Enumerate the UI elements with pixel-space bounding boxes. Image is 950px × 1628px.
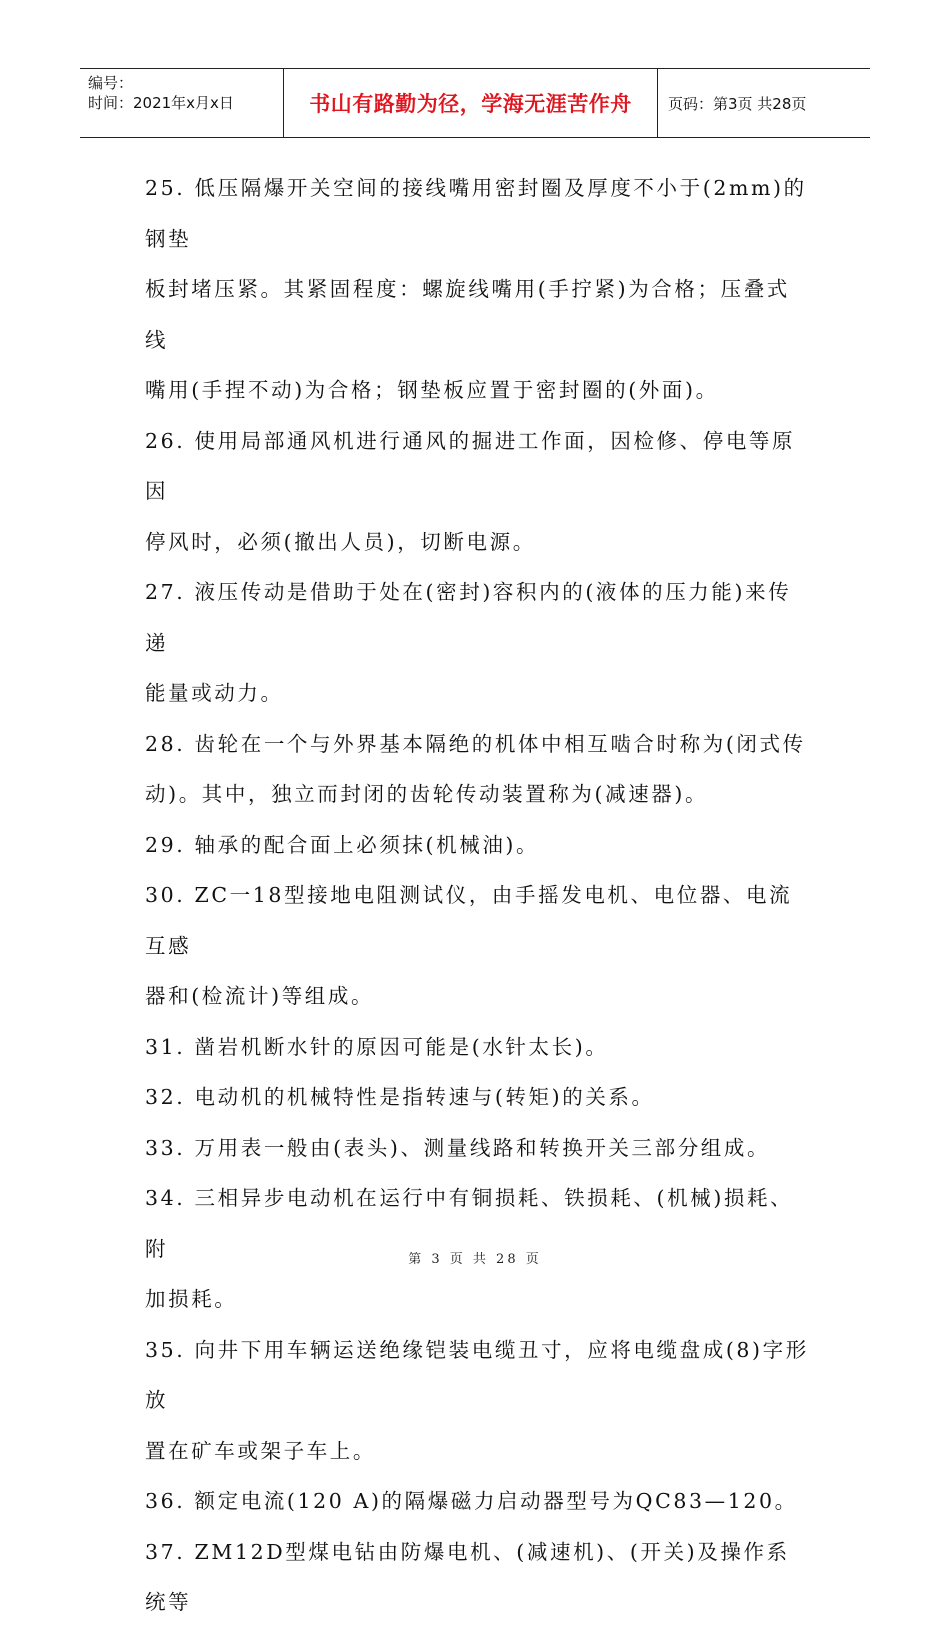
- text-line: 36. 额定电流(120 A)的隔爆磁力启动器型号为QC83—120。: [145, 1489, 798, 1513]
- text-line: 26. 使用局部通风机进行通风的掘进工作面，因检修、停电等原因: [145, 428, 796, 503]
- header-page-cell: [658, 69, 870, 137]
- document-body: [145, 163, 810, 1628]
- text-line: 37. ZM12D型煤电钻由防爆电机、(减速机)、(开关)及操作系统等: [145, 1539, 790, 1614]
- text-line: 34. 三相异步电动机在运行中有铜损耗、铁损耗、(机械)损耗、附: [145, 1186, 794, 1261]
- text-line: 35. 向井下用车辆运送绝缘铠装电缆丑寸，应将电缆盘成(8)字形放: [145, 1337, 809, 1412]
- text-line: 停风时，必须(撤出人员)，切断电源。: [145, 529, 536, 554]
- text-line: 27. 液压传动是借助于处在(密封)容积内的(液体的压力能)来传递: [145, 580, 792, 655]
- number-label: 编号：: [88, 74, 134, 92]
- header-meta: [80, 69, 283, 137]
- text-line: 33. 万用表一般由(表头)、测量线路和转换开关三部分组成。: [145, 1135, 771, 1160]
- text-line: 嘴用(手捏不动)为合格；钢垫板应置于密封圈的(外面)。: [145, 378, 719, 402]
- header-motto-cell: [283, 69, 658, 137]
- text-line: 能量或动力。: [145, 681, 284, 705]
- text-line: 29. 轴承的配合面上必须抹(机械油)。: [145, 832, 540, 857]
- page-footer: 第 3 页 共 28 页: [408, 1252, 542, 1267]
- text-line: 28. 齿轮在一个与外界基本隔绝的机体中相互啮合时称为(闭式传: [145, 731, 806, 756]
- text-line: 25. 低压隔爆开关空间的接线嘴用密封圈及厚度不小于(2mm)的钢垫: [145, 176, 807, 251]
- text-line: 动)。其中，独立而封闭的齿轮传动装置称为(减速器)。: [145, 782, 709, 806]
- text-line: 32. 电动机的机械特性是指转速与(转矩)的关系。: [145, 1085, 655, 1109]
- text-line: 器和(检流计)等组成。: [145, 984, 375, 1008]
- page-info: 页码：第3页 共28页: [668, 94, 807, 113]
- text-line: 31. 凿岩机断水针的原因可能是(水针太长)。: [145, 1034, 609, 1059]
- text-line: 加损耗。: [145, 1287, 238, 1311]
- document-header: [80, 68, 870, 138]
- text-line: 置在矿车或架子车上。: [145, 1438, 376, 1463]
- time-label: 时间：2021年x月x日: [88, 94, 234, 112]
- motto-text: 书山有路勤为径，学海无涯苦作舟: [309, 92, 632, 116]
- text-line: 板封堵压紧。其紧固程度：螺旋线嘴用(手拧紧)为合格；压叠式线: [145, 277, 790, 352]
- text-line: 30. ZC一18型接地电阻测试仪，由手摇发电机、电位器、电流互感: [145, 883, 793, 958]
